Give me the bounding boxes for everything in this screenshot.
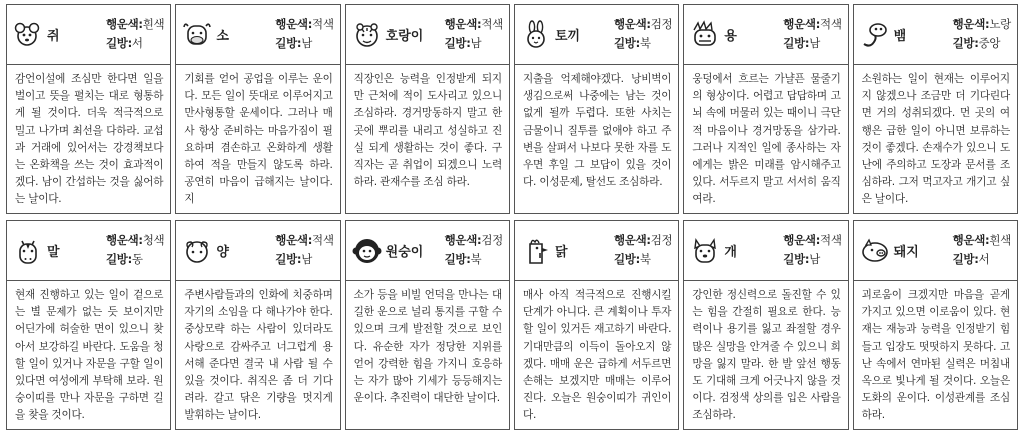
card-header: [684, 221, 847, 281]
zodiac-card-sheep: [175, 220, 340, 430]
card-meta: [275, 231, 333, 269]
lucky-direction: 길방:남: [444, 36, 482, 50]
zodiac-card-horse: [6, 220, 171, 430]
dog-icon: [690, 236, 720, 266]
card-title: 원숭이: [385, 245, 424, 260]
card-header: [346, 5, 509, 65]
card-title: 호랑이: [385, 29, 424, 44]
card-meta: [614, 15, 672, 53]
lucky-color: 행운색:흰색: [105, 17, 165, 31]
card-fortune-text: 소원하는 일이 현재는 이루어지지 않겠으나 조금만 더 기다린다면 거의 성취되겠다. 먼 곳의 여행은 급한 일이 아니면 보류하는 것이 좋겠다. 손재수가 있으니 도난에 주의하고 도장과 문서를 조심하라. 그저 먹고자고 개기고 싶은 날이다.: [861, 73, 1010, 206]
lucky-direction: 길방:남: [275, 252, 313, 266]
card-meta: [106, 15, 164, 53]
card-header: [346, 221, 509, 281]
zodiac-card-tiger: [345, 4, 510, 214]
lucky-color: 행운색:적색: [275, 233, 334, 247]
ox-icon: [182, 20, 212, 50]
card-fortune-text: 현재 진행하고 있는 일이 겉으로는 별 문제가 없는 듯 보이지만 어딘가에 허술한 면이 있으니 찾아서 보강하길 바란다. 도움을 청할 일이 있거나 자문을 구할 일이 있다면 여성에게 부탁해 보라. 원숭이띠를 만나 자문을 구하면 길을 찾을 것이다.: [15, 289, 164, 422]
card-fortune-text: 강인한 정신력으로 돌진할 수 있는 힘을 간절히 필요로 한다. 능력이나 용기를 잃고 좌절할 경우 많은 실망을 안겨줄 수 있으니 희망을 잃지 말라. 한 발 앞선 행동도 기대해 크게 어긋나지 않을 것이다. 검정색 상의를 입은 사람을 조심하라.: [692, 289, 841, 422]
card-title: 양: [216, 245, 229, 260]
lucky-color: 행운색:적색: [275, 17, 334, 31]
dragon-icon: [690, 20, 720, 50]
zodiac-card-pig: [853, 220, 1018, 430]
zodiac-card-dog: [683, 220, 848, 430]
zodiac-card-monkey: [345, 220, 510, 430]
lucky-direction: 길방:서: [952, 252, 990, 266]
card-meta: [953, 231, 1011, 269]
card-meta: [445, 231, 503, 269]
card-header: [515, 221, 678, 281]
card-header: [515, 5, 678, 65]
card-title: 토끼: [554, 29, 581, 44]
zodiac-card-snake: [853, 4, 1018, 214]
card-fortune-text: 직장인은 능력을 인정받게 되지만 근처에 적이 도사리고 있으니 조심하라. 경거망동하지 말고 한 곳에 뿌리를 내리고 성실하고 진실 되게 생활하는 것이 좋다. 구직자는 곧 취업이 되겠으니 노력하라. 관재수를 조심 하라.: [353, 73, 502, 189]
card-meta: [953, 15, 1011, 53]
lucky-color: 행운색:청색: [105, 233, 165, 247]
card-title: 돼지: [893, 245, 919, 260]
zodiac-card-rat: [6, 4, 171, 214]
rabbit-icon: [521, 20, 551, 50]
card-fortune-text: 주변사람들과의 인화에 치중하며 자기의 소임을 다 해나가야 한다. 중상모략 하는 사람이 있더라도 사랑으로 감싸주고 너그럽게 용서해 준다면 결국 내 사람 될 수 있을 것이다. 취직은 좀 더 기다려라. 갈고 닦은 기량을 멋지게 발휘하는 날이다.: [184, 289, 333, 422]
card-fortune-text: 괴로움이 크겠지만 마음을 곧게 가지고 있으면 이로움이 있다. 현재는 재능과 능력을 인정받기 힘들고 입장도 떳떳하지 못하다. 고난 속에서 연마된 실력은 머침내 옥으로 빛나게 될 것이다. 오늘은 도화의 운이다. 이성관계를 조심하라.: [861, 289, 1010, 422]
card-header: [176, 221, 339, 281]
card-meta: [106, 231, 164, 269]
lucky-color: 행운색:검정: [444, 233, 503, 247]
monkey-icon: [352, 236, 382, 266]
lucky-color: 행운색:노랑: [952, 17, 1011, 31]
zodiac-card-dragon: [683, 4, 848, 214]
card-header: [854, 5, 1017, 65]
lucky-color: 행운색:적색: [783, 233, 842, 247]
lucky-direction: 길방:북: [613, 36, 651, 50]
card-meta: [783, 15, 841, 53]
card-header: [7, 5, 170, 65]
lucky-direction: 길방:북: [613, 252, 651, 266]
zodiac-card-ox: [175, 4, 340, 214]
sheep-icon: [182, 236, 212, 266]
lucky-direction: 길방:남: [783, 36, 821, 50]
card-meta: [445, 15, 503, 53]
snake-icon: [860, 20, 890, 50]
lucky-direction: 길방:중앙: [952, 36, 1001, 50]
pig-icon: [860, 236, 890, 266]
lucky-color: 행운색:흰색: [952, 233, 1011, 247]
zodiac-card-rabbit: [514, 4, 679, 214]
card-meta: [275, 15, 333, 53]
tiger-icon: [352, 20, 382, 50]
card-header: [7, 221, 170, 281]
zodiac-grid: [6, 4, 1018, 432]
lucky-color: 행운색:적색: [444, 17, 503, 31]
lucky-direction: 길방:남: [783, 252, 821, 266]
card-header: [854, 221, 1017, 281]
card-title: 뱀: [893, 29, 907, 44]
horse-icon: [13, 236, 43, 266]
card-fortune-text: 웅덩에서 흐르는 가냘픈 물줄기의 형상이다. 어렵고 답답하며 고뇌 속에 머물러 있는 때이니 극단적 마음이나 경거망동을 삼가라. 그러나 지적인 일에 종사하는 자에게는 밝은 미래를 암시해주고 있다. 서두르지 말고 서서히 움직여라.: [692, 73, 841, 206]
lucky-color: 행운색:검정: [613, 233, 673, 247]
card-title: 쥐: [47, 29, 60, 44]
lucky-direction: 길방:북: [444, 252, 482, 266]
card-fortune-text: 소가 등을 비빌 언덕을 만나는 대길한 운으로 널리 통지를 구할 수 있으며 크게 발전할 것으로 보인다. 유순한 자가 정당한 지위를 얻어 강력한 힘을 가지니 호응하는 자가 많아 기세가 등등해지는 운이다. 추진력이 대단한 날이다.: [353, 289, 502, 405]
lucky-color: 행운색:적색: [783, 17, 842, 31]
card-title: 닭: [554, 245, 568, 260]
zodiac-card-rooster: [514, 220, 679, 430]
card-title: 개: [724, 245, 737, 260]
card-fortune-text: 기회를 얻어 공업을 이루는 운이다. 모든 일이 뜻대로 이루어지고 만사형통할 운세이다. 그러나 매사 항상 준비하는 마음가짐이 필요하며 겸손하고 온화하게 생활하여 적을 만들지 않도록 하라. 공연히 마음이 급해지는 날이다. 지: [184, 73, 333, 206]
lucky-direction: 길방:서: [105, 36, 143, 50]
lucky-direction: 길방:동: [105, 252, 143, 266]
card-fortune-text: 매사 아직 적극적으로 진행시킬 단계가 아니다. 큰 계획이나 투자할 일이 있거든 재고하기 바란다. 기대만큼의 이득이 돌아오지 않겠다. 매매 운은 급하게 서두르면 손해는 보겠지만 매매는 이루어진다. 오늘은 원숭이띠가 귀인이다.: [522, 289, 672, 422]
card-meta: [614, 231, 672, 269]
card-title: 말: [47, 245, 60, 260]
rooster-icon: [521, 236, 551, 266]
lucky-color: 행운색:검정: [613, 17, 673, 31]
card-meta: [783, 231, 841, 269]
card-title: 소: [216, 29, 229, 44]
card-header: [176, 5, 339, 65]
card-title: 용: [724, 29, 737, 44]
card-fortune-text: 지출을 억제해야겠다. 낭비벽이 생김으로써 나중에는 남는 것이 없게 될까 두렵다. 또한 사치는 금물이니 질투를 없애야 하고 주변을 살펴서 나보다 못한 자를 도우면 후일 그 보답이 있을 것이다. 이성문제, 탈선도 조심하라.: [522, 73, 672, 189]
rat-icon: [13, 20, 43, 50]
card-fortune-text: 감언이설에 조심만 한다면 일을 벌이고 뜻을 펼치는 대로 형통하게 될 것이다. 더욱 적극적으로 밀고 나가며 최선을 다하라. 교섭과 거래에 있어서는 강경책보다는 온화책을 쓰는 것이 효과적이겠다. 남이 간섭하는 것을 싫어하는 날이다.: [15, 73, 164, 206]
card-header: [684, 5, 847, 65]
lucky-direction: 길방:남: [275, 36, 313, 50]
